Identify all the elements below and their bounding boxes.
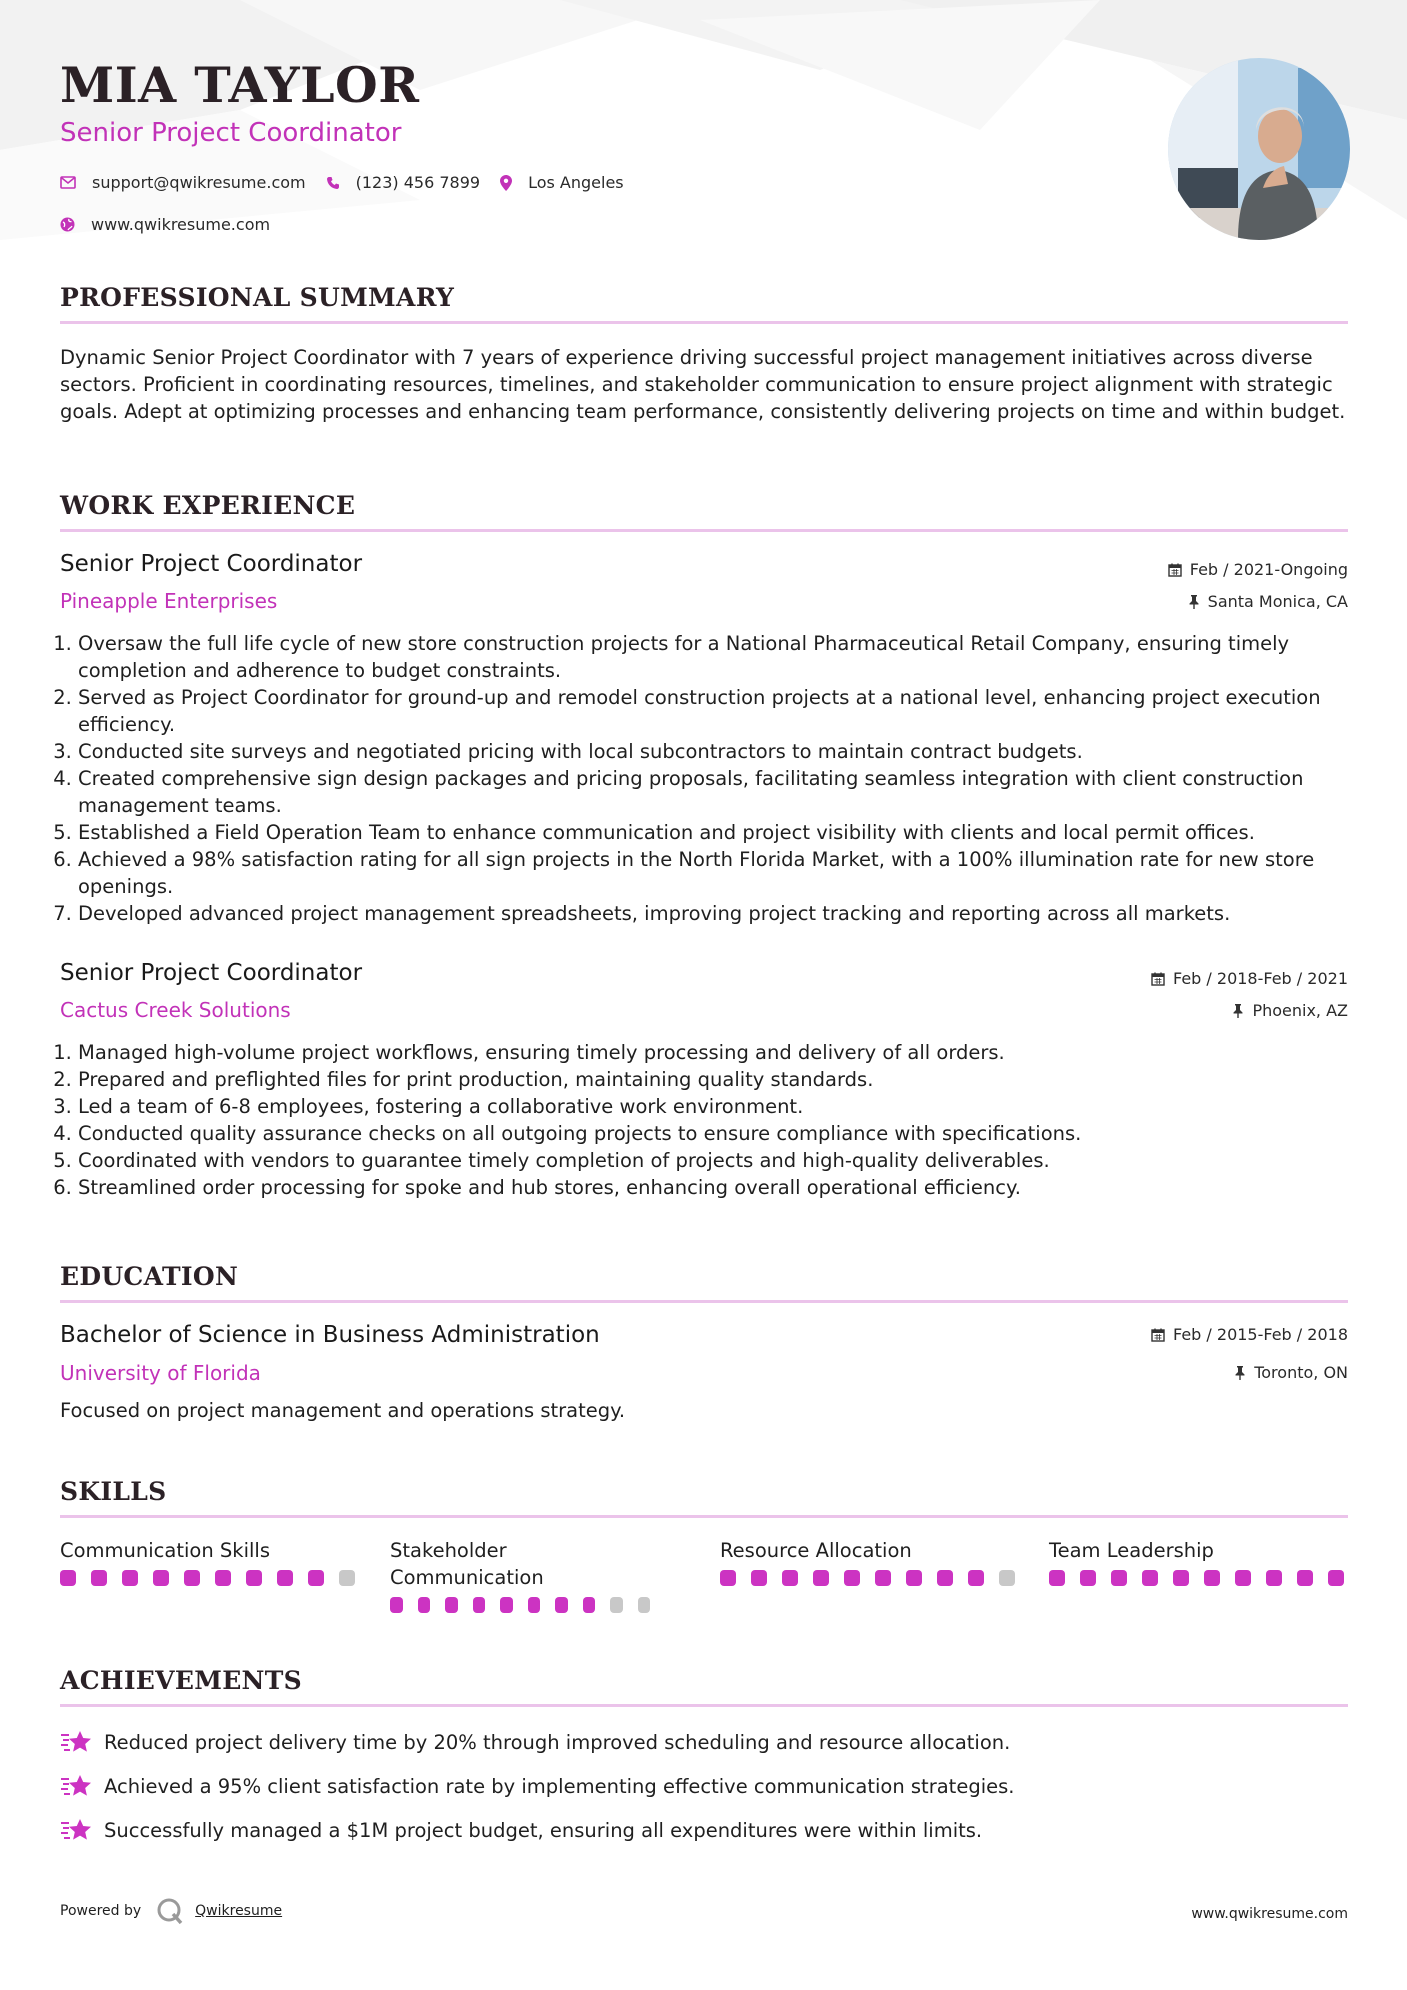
job-company: Cactus Creek Solutions [60,998,291,1022]
education-description: Focused on project management and operations strategy. [60,1399,626,1422]
rating-dot-filled [184,1570,200,1586]
rating-dot-filled [153,1570,169,1586]
achievement-item [60,1816,982,1844]
job-title: Senior Project Coordinator [60,551,363,577]
job-dates-text: Feb / 2018-Feb / 2021 [1173,969,1348,988]
rating-dot-filled [1111,1570,1127,1586]
list-item: 2. Prepared and preflighted files for print production, maintaining quality standards. [78,1066,1366,1093]
list-item: 6. Streamlined order processing for spoke and hub stores, enhancing overall operational efficiency. [78,1174,1366,1201]
skill-rating [1049,1570,1354,1586]
list-item: 5. Established a Field Operation Team to enhance communication and project visibility with clients and local permit offices. [78,819,1366,846]
rating-dot-filled [277,1570,293,1586]
school-name: University of Florida [60,1361,261,1385]
star-badge-icon [60,1728,94,1756]
rating-dot-filled [528,1597,541,1613]
rating-dot-filled [246,1570,262,1586]
website-row [60,215,290,234]
skill-item [720,1537,1025,1586]
rating-dot-filled [751,1570,767,1586]
list-item: 4. Created comprehensive sign design packages and pricing proposals, facilitating seamless integration with client construction management teams. [78,765,1366,819]
rating-dot-filled [473,1597,486,1613]
star-badge-icon [60,1772,94,1800]
rating-dot-filled [1297,1570,1313,1586]
skill-name: Resource Allocation [720,1539,912,1562]
envelope-icon [60,176,76,189]
website-text: www.qwikresume.com [91,215,271,234]
globe-icon [60,217,75,232]
rating-dot-filled [937,1570,953,1586]
summary-divider [60,321,1348,324]
education-location-text: Toronto, ON [1254,1363,1348,1382]
achievement-text: Reduced project delivery time by 20% through improved scheduling and resource allocation. [104,1730,1011,1754]
education-dates-text: Feb / 2015-Feb / 2018 [1173,1325,1348,1344]
pushpin-icon [1234,1365,1246,1380]
skill-rating [720,1570,1025,1586]
footer-website[interactable]: www.qwikresume.com [1191,1906,1348,1922]
achievements-divider [60,1704,1348,1707]
rating-dot-filled [875,1570,891,1586]
rating-dot-filled [782,1570,798,1586]
rating-dot-filled [813,1570,829,1586]
rating-dot-filled [906,1570,922,1586]
skill-name: Stakeholder Communication [390,1539,544,1589]
rating-dot-filled [500,1597,513,1613]
experience-heading: WORK EXPERIENCE [60,491,356,520]
phone-text: (123) 456 7899 [355,173,481,192]
list-item: 1. Managed high-volume project workflows, ensuring timely processing and delivery of all orders. [78,1039,1366,1066]
job-location [1232,1001,1348,1020]
calendar-icon [1168,563,1182,577]
job-bullets [60,1039,1366,1201]
rating-dot-filled [1204,1570,1220,1586]
skill-name: Team Leadership [1049,1539,1214,1562]
pushpin-icon [1188,594,1200,609]
skill-rating [390,1597,650,1613]
achievement-text: Achieved a 95% client satisfaction rate by implementing effective communication strategies. [104,1774,1015,1798]
rating-dot-filled [844,1570,860,1586]
rating-dot-filled [1080,1570,1096,1586]
job-title: Senior Project Coordinator [60,960,363,986]
list-item: 6. Achieved a 98% satisfaction rating for all sign projects in the North Florida Market, with a 100% illumination rate for new store openings. [78,846,1366,900]
experience-divider [60,529,1348,532]
skill-item [1049,1537,1354,1586]
education-dates [1151,1325,1348,1344]
job-company: Pineapple Enterprises [60,589,278,613]
rating-dot-filled [1049,1570,1065,1586]
education-heading: EDUCATION [60,1262,239,1291]
rating-dot-filled [418,1597,431,1613]
website-item[interactable] [60,215,270,234]
list-item: 7. Developed advanced project management spreadsheets, improving project tracking and reporting across all markets. [78,900,1366,927]
list-item: 4. Conducted quality assurance checks on all outgoing projects to ensure compliance with specifications. [78,1120,1366,1147]
calendar-icon [1151,972,1165,986]
skill-item [60,1537,365,1586]
summary-text: Dynamic Senior Project Coordinator with 7 years of experience driving successful project management initiatives across diverse sectors. Proficient in coordinating resources, timelines, and stakeholder communication to ensure project alignment with strategic goals. Adept at optimizing processes and enhancing team performance, consistently delivering projects on time and within budget. [60,346,1346,423]
list-item: 2. Served as Project Coordinator for ground-up and remodel construction projects at a national level, enhancing project execution efficiency. [78,684,1366,738]
job-location [1188,592,1348,611]
rating-dot-filled [968,1570,984,1586]
achievement-item [60,1772,1014,1800]
list-item: 1. Oversaw the full life cycle of new store construction projects for a National Pharmaceutical Retail Company, ensuring timely completion and adherence to budget constraints. [78,630,1366,684]
qwikresume-logo-icon [155,1896,185,1926]
job-dates [1168,560,1348,579]
contact-row [60,173,644,192]
rating-dot-filled [445,1597,458,1613]
list-item: 3. Led a team of 6-8 employees, fostering a collaborative work environment. [78,1093,1366,1120]
email-text: support@qwikresume.com [92,173,306,192]
job-dates [1151,969,1348,988]
rating-dot-filled [555,1597,568,1613]
phone-icon [326,176,340,190]
job-dates-text: Feb / 2021-Ongoing [1189,560,1348,579]
list-item: 3. Conducted site surveys and negotiated pricing with local subcontractors to maintain contract budgets. [78,738,1366,765]
skills-divider [60,1515,1348,1518]
job-location-text: Phoenix, AZ [1252,1001,1348,1020]
rating-dot-filled [122,1570,138,1586]
rating-dot-filled [1235,1570,1251,1586]
rating-dot-filled [1266,1570,1282,1586]
skill-rating [60,1570,365,1586]
list-item: 5. Coordinated with vendors to guarantee timely completion of projects and high-quality deliverables. [78,1147,1366,1174]
rating-dot-filled [390,1597,403,1613]
skill-name: Communication Skills [60,1539,270,1562]
degree-title: Bachelor of Science in Business Administration [60,1322,600,1348]
achievement-text: Successfully managed a $1M project budget, ensuring all expenditures were within limits. [104,1818,983,1842]
phone-item[interactable] [326,173,480,192]
rating-dot-empty [339,1570,355,1586]
rating-dot-filled [1328,1570,1344,1586]
candidate-name: MIA TAYLOR [60,56,420,114]
skill-item [390,1537,650,1613]
calendar-icon [1151,1328,1165,1342]
job-bullets [60,630,1366,927]
skills-heading: SKILLS [60,1477,167,1506]
education-location [1234,1363,1348,1382]
education-divider [60,1300,1348,1303]
achievement-item [60,1728,1010,1756]
pushpin-icon [1232,1003,1244,1018]
rating-dot-filled [215,1570,231,1586]
rating-dot-filled [720,1570,736,1586]
footer-powered-by [60,1896,282,1926]
rating-dot-filled [91,1570,107,1586]
profile-photo [1168,58,1350,240]
rating-dot-filled [1142,1570,1158,1586]
qwikresume-link[interactable]: Qwikresume [195,1903,283,1919]
location-item [500,173,624,192]
map-pin-icon [500,175,512,191]
rating-dot-empty [610,1597,623,1613]
rating-dot-filled [583,1597,596,1613]
powered-by-label: Powered by [60,1903,142,1919]
email-item[interactable] [60,173,306,192]
summary-heading: PROFESSIONAL SUMMARY [60,283,455,312]
candidate-title: Senior Project Coordinator [60,118,402,148]
rating-dot-empty [638,1597,651,1613]
rating-dot-filled [60,1570,76,1586]
location-text: Los Angeles [528,173,624,192]
rating-dot-empty [999,1570,1015,1586]
rating-dot-filled [308,1570,324,1586]
achievements-heading: ACHIEVEMENTS [60,1666,302,1695]
job-location-text: Santa Monica, CA [1207,592,1348,611]
star-badge-icon [60,1816,94,1844]
rating-dot-filled [1173,1570,1189,1586]
